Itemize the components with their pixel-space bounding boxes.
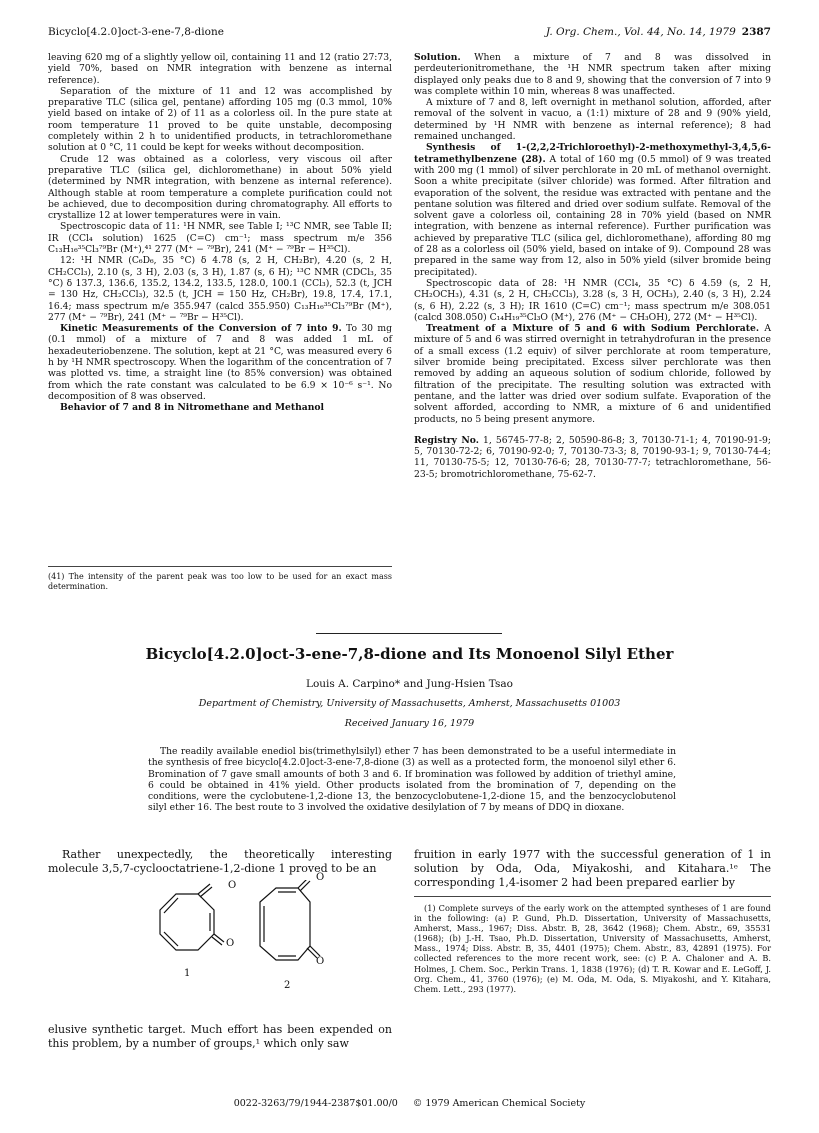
copyright-line bbox=[0, 1098, 819, 1109]
body-text-left-top: Rather unexpectedly, the theoretically interesting molecule 3,5,7-cyclooctatriene-1,2-dione 1 proved to be an bbox=[48, 848, 392, 875]
solution-paragraph bbox=[414, 52, 771, 97]
section-heading: Kinetic Measurements of the Conversion of 7 into 9. bbox=[60, 323, 342, 335]
section-heading: Treatment of a Mixture of 5 and 6 with Sodium Perchlorate. bbox=[426, 323, 760, 335]
footnote-1: (1) Complete surveys of the early work on the attempted syntheses of 1 are found in the following: (a) P. Gund, Ph.D. Dissertation, University of Massachusetts, Amherst, Mass., 1967; Diss. Abstr. B, 28, 3642 (1968); Chem. Abstr., 69, 35531 (1968); (b) J.-H. Tsao, Ph.D. Dissertation, University of Massachusetts, Amherst, Mass., 1974; Diss. Abstr. B, 35, 4401 (1975); Chem. Abstr., 83, 42891 (1975). For collected references to the more recent work, see: (c) P. A. Chaloner and A. B. Holmes, J. Chem. Soc., Perkin Trans. 1, 1838 (1976); (d) T. R. Kowar and E. LeGoff, J. Org. Chem., 41, 3760 (1976); (e) M. Oda, M. Oda, S. Miyakoshi, and Y. Kitahara, Chem. Lett., 293 (1977). bbox=[414, 903, 771, 994]
paragraph: 12: ¹H NMR (C₆D₆, 35 °C) δ 4.78 (s, 2 H, CH₂Br), 4.20 (s, 2 H, CH₂CCl₃), 2.10 (s, 3 H), 2.03 (s, 3 H), 1.87 (s, 6 H); ¹³C NMR (CDCl₃, 35 °C) δ 137.3, 136.6, 135.2, 134.2, 133.5, 128.0, 100.1 (CCl₃), 52.3 (t, JCH = 130 Hz, CH₂CCl₃), 32.5 (t, JCH = 150 Hz, CH₂Br), 19.8, 17.4, 17.1, 16.4; mass spectrum m/e 355.947 (calcd 355.950) C₁₃H₁₆³⁵Cl₃⁷⁹Br (M⁺), 277 (M⁺ − ⁷⁹Br), 241 (M⁺ − ⁷⁹Br − H³⁵Cl). bbox=[48, 255, 392, 323]
body-text-left-bottom: elusive synthetic target. Much effort has been expended on this problem, by a number of groups,¹ which only saw bbox=[48, 1023, 392, 1050]
chemical-structures bbox=[140, 872, 330, 1020]
kinetic-paragraph bbox=[48, 323, 392, 402]
oxygen-label: O bbox=[316, 956, 325, 967]
treatment-paragraph bbox=[414, 323, 771, 425]
footnote-divider bbox=[48, 566, 392, 567]
structure-drawing bbox=[140, 880, 330, 1020]
article-affiliation: Department of Chemistry, University of Massachusetts, Amherst, Massachusetts 01003 bbox=[198, 698, 621, 709]
footnote-divider bbox=[414, 896, 771, 897]
running-head-left: Bicyclo[4.2.0]oct-3-ene-7,8-dione bbox=[48, 26, 224, 38]
article-title: Bicyclo[4.2.0]oct-3-ene-7,8-dione and Its Monoenol Silyl Ether bbox=[145, 645, 674, 663]
ring-2 bbox=[260, 888, 310, 960]
abstract: The readily available enediol bis(trimethylsilyl) ether 7 has been demonstrated to be a useful intermediate in the synthesis of free bicyclo[4.2.0]oct-3-ene-7,8-dione (3) as well as a protected form, the monoenol silyl ether 6. Bromination of 7 gave small amounts of both 3 and 6. If bromination was followed by addition of triethyl amine, 6 could be obtained in 41% yield. Other products isolated from the bromination of 7, depending on the conditions, were the cyclobutene-1,2-dione 13, the benzocyclobutene-1,2-dione 15, and the benzocyclobutenol silyl ether 16. The best route to 3 involved the oxidative desilylation of 7 by means of DDQ in dioxane. bbox=[148, 746, 676, 814]
compound-label-2: 2 bbox=[284, 980, 291, 991]
section-heading: Synthesis of 1-(2,2,2-Trichloroethyl)-2-methoxymethyl-3,4,5,6-tetramethylbenzene (28). bbox=[414, 142, 771, 165]
received-date: Received January 16, 1979 bbox=[344, 718, 475, 729]
page-number: 2387 bbox=[741, 26, 771, 38]
section-text: To 30 mg (0.1 mmol) of a mixture of 7 and 8 was added 1 mL of hexadeuteriobenzene. The solution, kept at 21 °C, was measured every 6 h by ¹H NMR spectroscopy. When the logarithm of the concentration of 7 was plotted vs. time, a straight line (to 85% conversion) was obtained from which the rate constant was calculated to be 6.9 × 10⁻⁶ s⁻¹. No decomposition of 8 was observed. bbox=[48, 323, 392, 402]
paragraph: A mixture of 7 and 8, left overnight in methanol solution, afforded, after removal of the solvent in vacuo, a (1:1) mixture of 28 and 9 (90% yield, determined by ¹H NMR with benzene as internal reference); 8 had remained unchanged. bbox=[414, 97, 771, 143]
right-column bbox=[414, 52, 771, 480]
left-column bbox=[48, 52, 392, 414]
oxygen-label: O bbox=[228, 880, 237, 891]
compound-label-1: 1 bbox=[184, 968, 191, 979]
paragraph: Spectroscopic data of 11: ¹H NMR, see Table I; ¹³C NMR, see Table II; IR (CCl₄ solution) 1625 (C=C) cm⁻¹; mass spectrum m/e 356 C₁₃H₁₆³⁵Cl₃⁷⁹Br (M⁺),⁴¹ 277 (M⁺ − ⁷⁹Br), 241 (M⁺ − ⁷⁹Br − H³⁵Cl). bbox=[48, 221, 392, 256]
oxygen-label: O bbox=[316, 872, 325, 883]
article-authors: Louis A. Carpino* and Jung-Hsien Tsao bbox=[306, 678, 513, 690]
article-code: 0022-3263/79/1944-2387$01.00/0 bbox=[233, 1098, 398, 1109]
section-text: A mixture of 5 and 6 was stirred overnight in tetrahydrofuran in the presence of a small excess (1.2 equiv) of silver perchlorate at room temperature, silver bromide being precipitated. Excess silver perchlorate was then removed by adding an aqueous solution of sodium chloride, followed by filtration of the precipitate. The resulting solution was extracted with pentane, and the latter was dried over sodium sulfate. Evaporation of the solvent afforded, according to NMR, a mixture of 6 and unidentified products, no 5 being present anymore. bbox=[414, 323, 771, 425]
journal-citation: J. Org. Chem., Vol. 44, No. 14, 1979 bbox=[545, 26, 736, 38]
running-head-right bbox=[546, 26, 771, 38]
synthesis-paragraph bbox=[414, 142, 771, 278]
section-text: When a mixture of 7 and 8 was dissolved in perdeuterionitromethane, the ¹H NMR spectrum taken after mixing displayed only peaks due to 8 and 9, showing that the conversion of 7 into 9 was complete within 10 min, whereas 8 was unaffected. bbox=[414, 52, 771, 97]
section-heading: Behavior of 7 and 8 in Nitromethane and Methanol bbox=[60, 402, 325, 414]
body-text-right-top: fruition in early 1977 with the successful generation of 1 in solution by Oda, Oda, Miyakoshi, and Kitahara.¹ᵉ The corresponding 1,4-isomer 2 had been prepared earlier by bbox=[414, 848, 771, 889]
registry-paragraph bbox=[414, 435, 771, 480]
section-text: 1, 56745-77-8; 2, 50590-86-8; 3, 70130-71-1; 4, 70190-91-9; 5, 70130-72-2; 6, 70190-92-0; 7, 70130-73-3; 8, 70190-93-1; 9, 70130-74-4; 11, 70130-75-5; 12, 70130-76-6; 28, 70130-77-7; tetrachloromethane, 56-23-5; bromotrichloromethane, 75-62-7. bbox=[414, 434, 771, 480]
copyright-notice: © 1979 American Chemical Society bbox=[412, 1098, 586, 1109]
footnote-41: (41) The intensity of the parent peak was too low to be used for an exact mass determination. bbox=[48, 572, 392, 591]
oxygen-label: O bbox=[226, 938, 235, 949]
paragraph: Separation of the mixture of 11 and 12 was accomplished by preparative TLC (silica gel, pentane) affording 105 mg (0.3 mmol, 10% yield based on intake of 2) of 11 as a colorless oil. In the pure state at room temperature 11 proved to be quite unstable, decomposing completely within 2 h to unidentified products, in tetrachloromethane solution at 0 °C, 11 could be kept for weeks without decomposition. bbox=[48, 85, 392, 154]
running-head bbox=[48, 26, 771, 40]
paragraph: Spectroscopic data of 28: ¹H NMR (CCl₄, 35 °C) δ 4.59 (s, 2 H, CH₂OCH₃), 4.31 (s, 2 H, CH₂CCl₃), 3.28 (s, 3 H, OCH₃), 2.40 (s, 3 H), 2.24 (s, 6 H), 2.22 (s, 3 H); IR 1610 (C=C) cm⁻¹; mass spectrum m/e 308.051 (calcd 308.050) C₁₄H₁₉³⁵Cl₃O (M⁺), 276 (M⁺ − CH₃OH), 272 (M⁺ − H³⁵Cl). bbox=[414, 277, 771, 323]
section-heading: Solution. bbox=[414, 52, 461, 63]
article-divider bbox=[316, 633, 502, 634]
section-text: A total of 160 mg (0.5 mmol) of 9 was treated with 200 mg (1 mmol) of silver perchlorate in 20 mL of methanol overnight. Soon a white precipitate (silver chloride) was formed. After filtration and evaporation of the solvent, the residue was extracted with pentane and the pentane solution was filtered and dried over sodium sulfate. Removal of the solvent gave a colorless oil, containing 28 in 70% yield (based on NMR integration, with benzene as internal reference). Further purification was achieved by preparative TLC (silica gel, dichloromethane), affording 80 mg of 28 as a colorless oil (50% yield, based on intake of 9). Compound 28 was prepared in the same way from 12, also in 50% yield (silver bromide being precipitated). bbox=[414, 153, 772, 278]
section-heading: Registry No. bbox=[414, 434, 479, 446]
behavior-paragraph bbox=[48, 402, 392, 413]
ring-1 bbox=[160, 894, 214, 950]
paragraph: Crude 12 was obtained as a colorless, very viscous oil after preparative TLC (silica gel, dichloromethane) in about 50% yield (determined by NMR integration, with benzene as internal reference). Although stable at room temperature a complete purification could not be achieved, due to decomposition during chromatography. All efforts to crystallize 12 at lower temperatures were in vain. bbox=[48, 153, 392, 222]
paragraph: leaving 620 mg of a slightly yellow oil, containing 11 and 12 (ratio 27:73, yield 70%, based on NMR integration with benzene as internal reference). bbox=[48, 52, 392, 86]
